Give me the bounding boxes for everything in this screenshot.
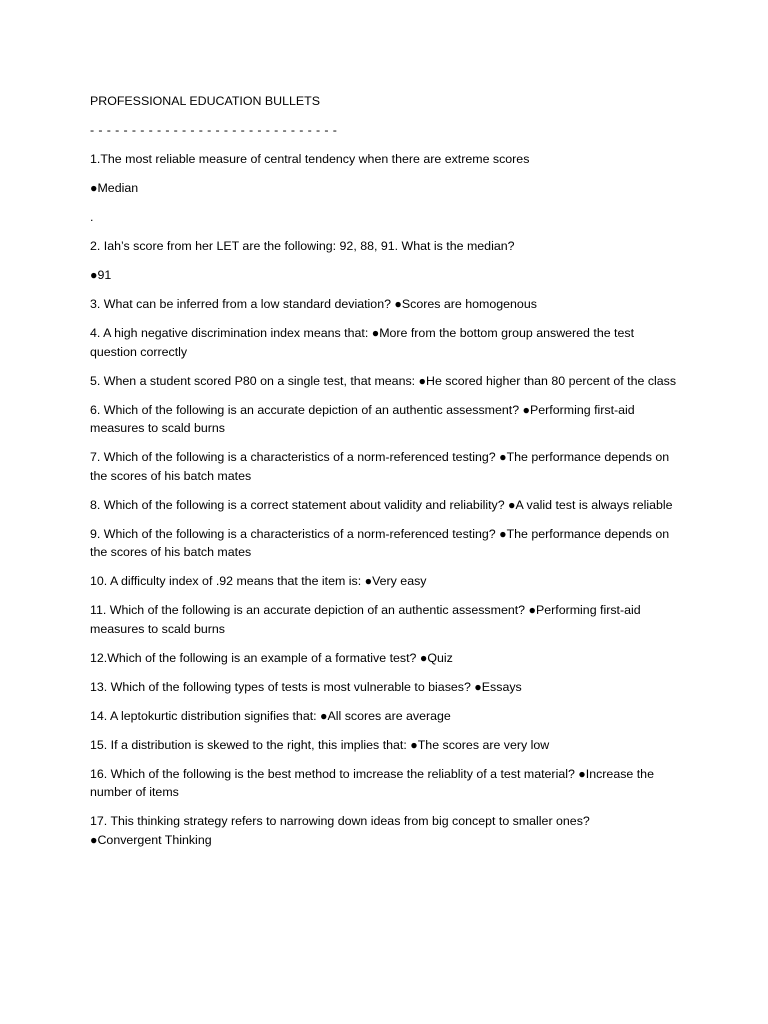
paragraph-q3: 3. What can be inferred from a low standard deviation? ●Scores are homogenous [90, 297, 537, 311]
paragraph-q2: 2. Iah’s score from her LET are the following: 92, 88, 91. What is the median? [90, 239, 515, 253]
paragraph-q8: 8. Which of the following is a correct statement about validity and reliability? ●A valid test is always reliable [90, 497, 673, 512]
paragraph-q12: 12.Which of the following is an example of a formative test? ●Quiz [90, 650, 453, 665]
paragraph-q6: 6. Which of the following is an accurate depiction of an authentic assessment? ●Performing first-aid measures to scald burns [90, 402, 639, 435]
paragraph-q17: 17. This thinking strategy refers to narrowing down ideas from big concept to smaller ones? ●Convergent Thinking [90, 814, 590, 847]
paragraph-q5: 5. When a student scored P80 on a single test, that means: ●He scored higher than 80 percent of the class [90, 373, 677, 388]
title-separator: - - - - - - - - - - - - - - - - - - - - - - - - - - - - - - [90, 123, 338, 137]
paragraph-q14: 14. A leptokurtic distribution signifies that: ●All scores are average [90, 708, 451, 723]
paragraph-q13: 13. Which of the following types of tests is most vulnerable to biases? ●Essays [90, 679, 522, 694]
paragraph-q7: 7. Which of the following is a characteristics of a norm-referenced testing? ●The performance depends on the scores of his batch mates [90, 450, 673, 483]
paragraph-q4: 4. A high negative discrimination index means that: ●More from the bottom group answered the test question correctly [90, 326, 638, 359]
paragraph-q1: 1.The most reliable measure of central tendency when there are extreme scores [90, 152, 530, 166]
paragraph-q9: 9. Which of the following is a characteristics of a norm-referenced testing? ●The performance depends on the scores of his batch mates [90, 526, 673, 559]
paragraph-a1: ●Median [90, 181, 139, 195]
paragraph-q10: 10. A difficulty index of .92 means that the item is: ●Very easy [90, 574, 427, 588]
paragraph-a2: ●91 [90, 268, 112, 282]
document-body [90, 92, 680, 860]
paragraph-q11: 11. Which of the following is an accurate depiction of an authentic assessment? ●Performing first-aid measures to scald burns [90, 603, 645, 636]
paragraph-q15: 15. If a distribution is skewed to the right, this implies that: ●The scores are very low [90, 737, 550, 752]
paragraph-dot: . [90, 210, 94, 224]
document-title: PROFESSIONAL EDUCATION BULLETS [90, 94, 320, 108]
paragraph-q16: 16. Which of the following is the best method to imcrease the reliablity of a test material? ●Increase the number of items [90, 766, 658, 799]
